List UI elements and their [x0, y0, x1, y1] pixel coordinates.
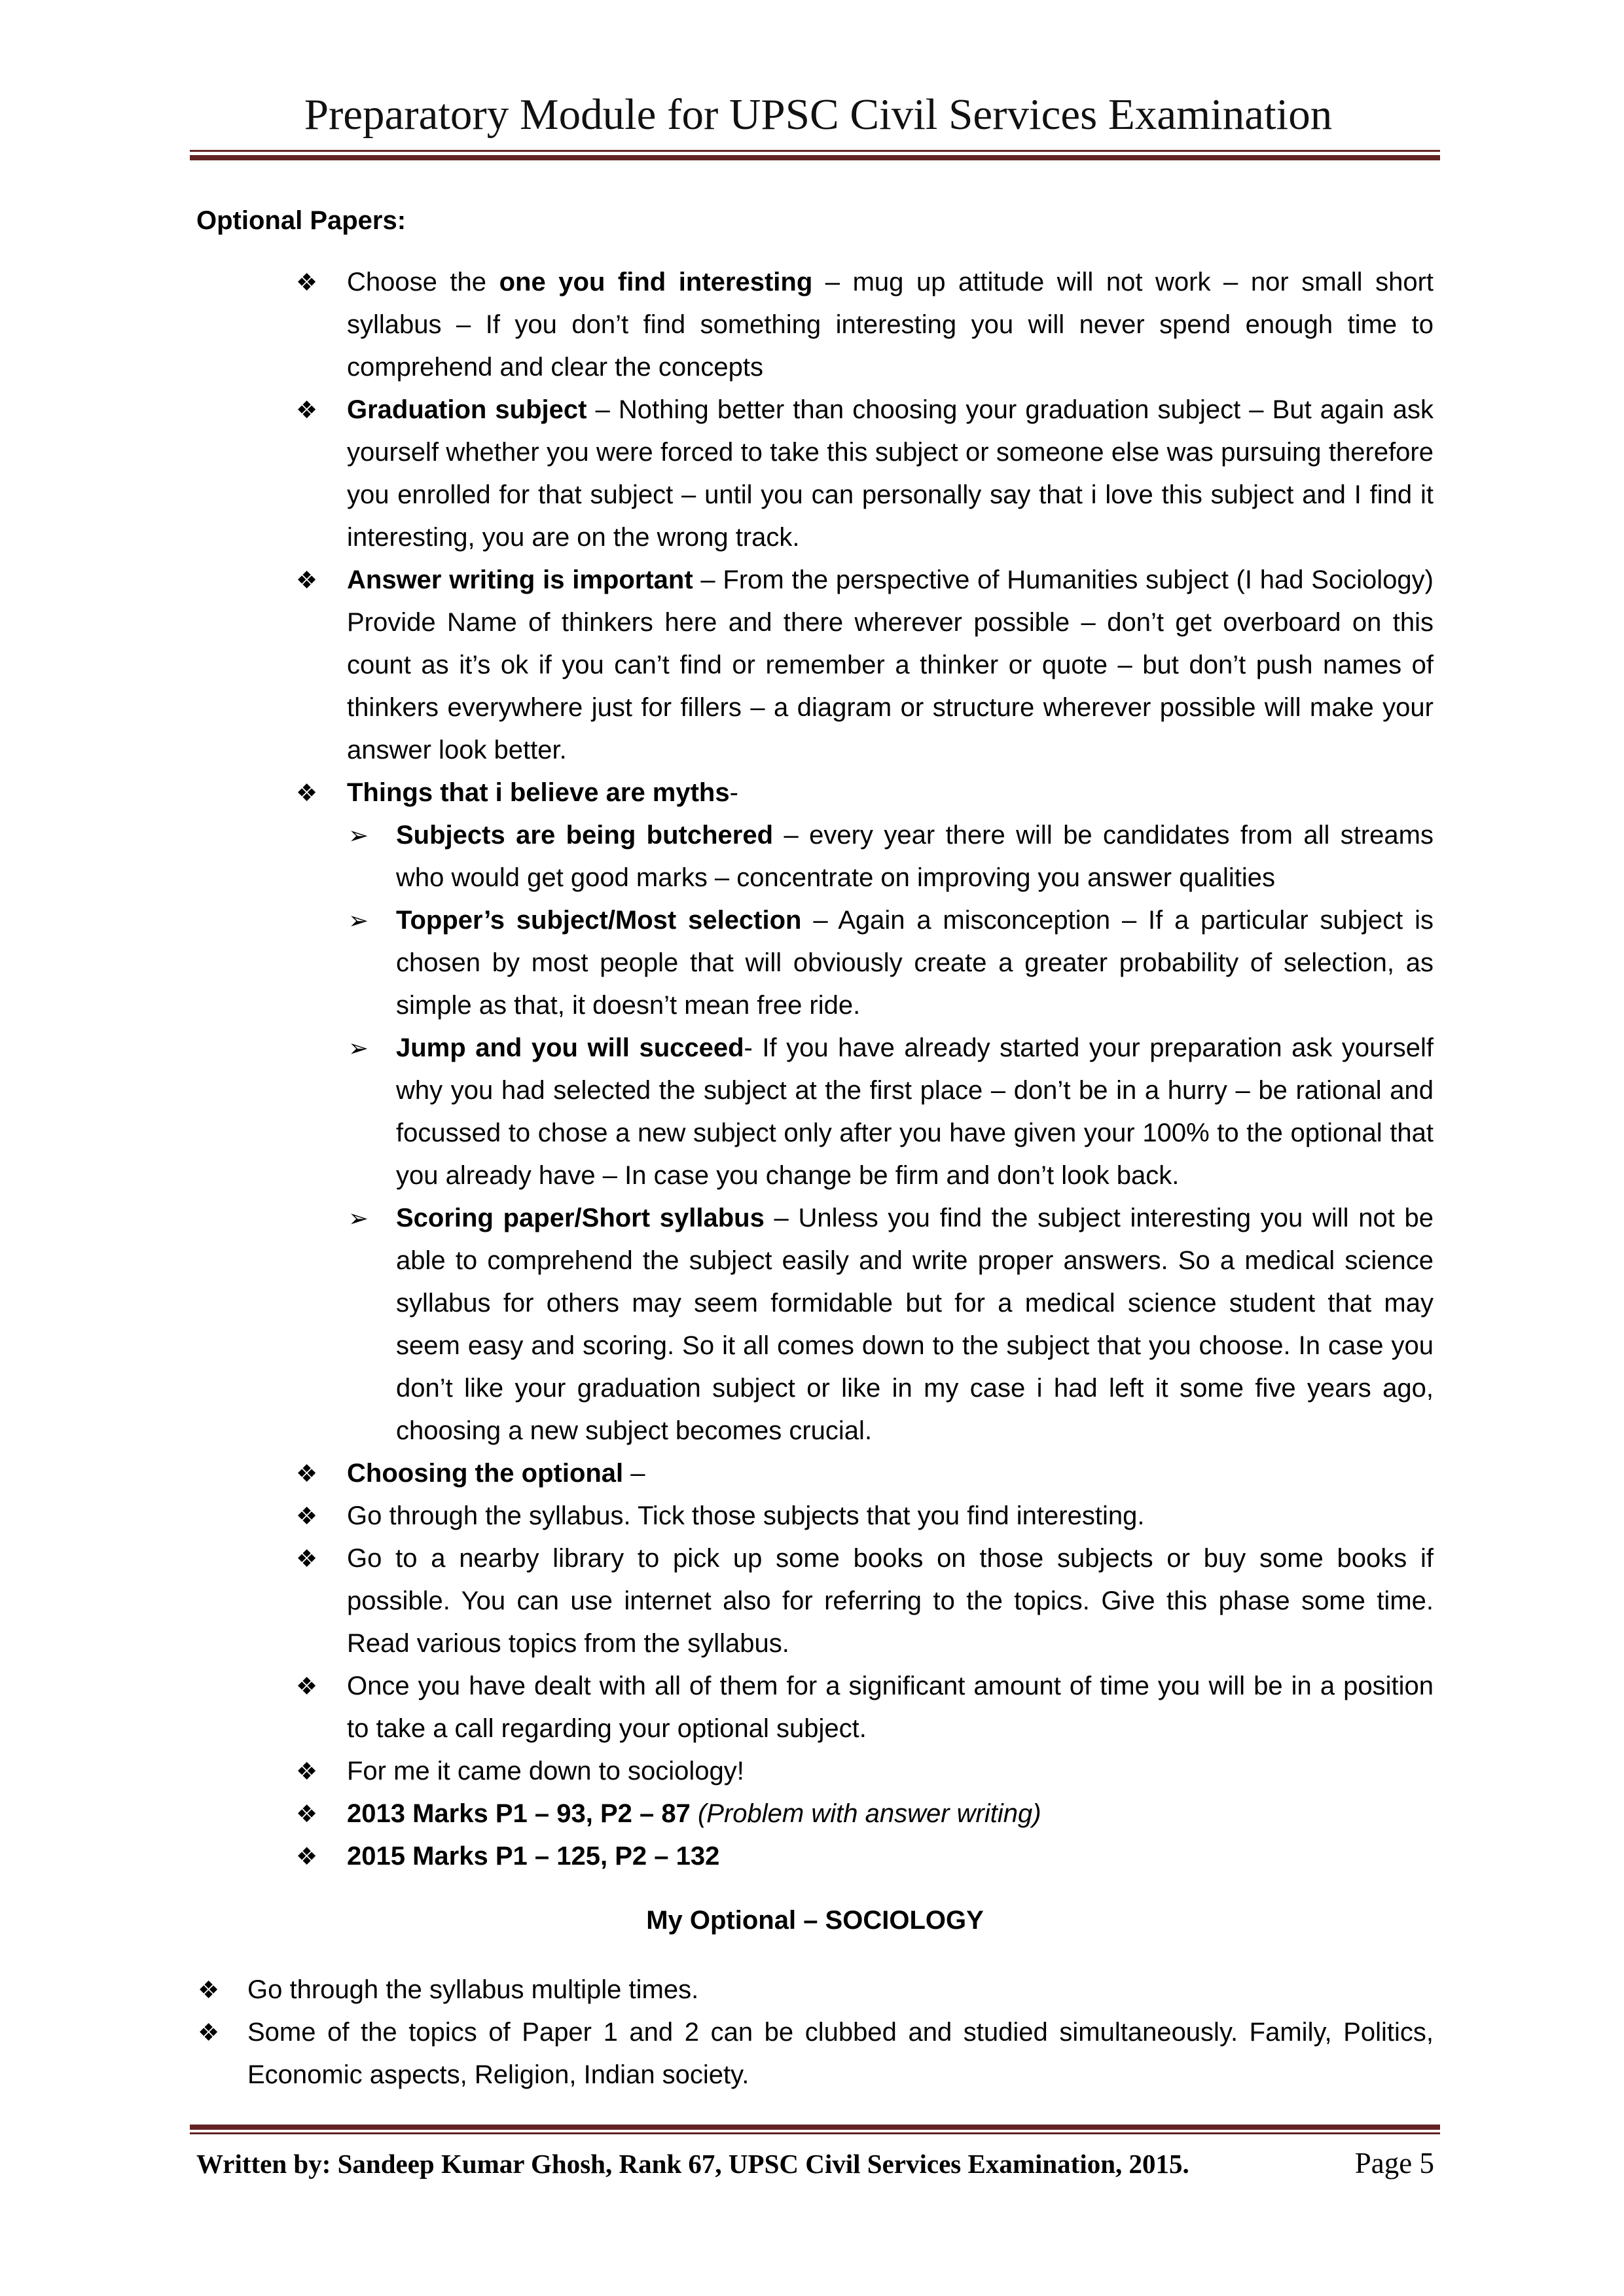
diamond-bullet-icon: ❖: [198, 1977, 220, 2003]
arrow-bullet-icon: ➢: [348, 1205, 369, 1232]
sub-list-item: ➢ Jump and you will succeed- If you have already started your preparation ask yourself why you had selected the subject at the first place – don’t be in a hurry – be rational and focussed to chose a new subject only after you have given your 100% to the optional that you already have – In case you change be firm and don’t look back.: [196, 1027, 1434, 1197]
sociology-heading: My Optional – SOCIOLOGY: [646, 1906, 984, 1935]
diamond-bullet-icon: ❖: [296, 1460, 318, 1487]
header-rule-thick: [190, 155, 1440, 160]
diamond-bullet-icon: ❖: [296, 567, 318, 594]
footer-author: Written by: Sandeep Kumar Ghosh, Rank 67, UPSC Civil Services Examination, 2015.: [196, 2149, 1189, 2179]
sub-list-item: ➢ Subjects are being butchered – every year there will be candidates from all streams who would get good marks – concentrate on improving you answer qualities: [196, 814, 1434, 899]
diamond-bullet-icon: ❖: [296, 780, 318, 806]
diamond-bullet-icon: ❖: [296, 1801, 318, 1827]
list-item: ❖ Graduation subject – Nothing better than choosing your graduation subject – But again ask yourself whether you were forced to take this subject or someone else was pursuing therefore you enrolled for that subject – until you can personally say that i love this subject and I find it interesting, you are on the wrong track.: [196, 389, 1434, 559]
diamond-bullet-icon: ❖: [296, 1503, 318, 1530]
arrow-bullet-icon: ➢: [348, 907, 369, 934]
page-body: [196, 200, 1434, 2096]
list-item: ❖ For me it came down to sociology!: [196, 1750, 1434, 1793]
header-rule-thin: [190, 150, 1440, 152]
list-item: ❖ Some of the topics of Paper 1 and 2 can be clubbed and studied simultaneously. Family, Politics, Economic aspects, Religion, Indian society.: [196, 2011, 1434, 2096]
list-item: ❖ Go through the syllabus. Tick those subjects that you find interesting.: [196, 1495, 1434, 1537]
diamond-bullet-icon: ❖: [296, 269, 318, 296]
list-item: ❖ 2013 Marks P1 – 93, P2 – 87 (Problem with answer writing): [196, 1793, 1434, 1835]
diamond-bullet-icon: ❖: [296, 1673, 318, 1700]
sub-list-item: ➢ Topper’s subject/Most selection – Again a misconception – If a particular subject is chosen by most people that will obviously create a greater probability of selection, as simple as that, it doesn’t mean free ride.: [196, 899, 1434, 1027]
sociology-list: [196, 1969, 1434, 2096]
list-item: ❖ Answer writing is important – From the perspective of Humanities subject (I had Sociology) Provide Name of thinkers here and there wherever possible – don’t get overboard on this count as it’s ok if you can’t find or remember a thinker or quote – but don’t push names of thinkers everywhere just for fillers – a diagram or structure wherever possible will make your answer look better.: [196, 559, 1434, 772]
list-item: ❖ Go through the syllabus multiple times.: [196, 1969, 1434, 2011]
list-item: ❖ Once you have dealt with all of them for a significant amount of time you will be in a position to take a call regarding your optional subject.: [196, 1665, 1434, 1750]
arrow-bullet-icon: ➢: [348, 1035, 369, 1062]
diamond-bullet-icon: ❖: [296, 1843, 318, 1870]
list-item: ❖ Choose the one you find interesting – mug up attitude will not work – nor small short syllabus – If you don’t find something interesting you will never spend enough time to comprehend and clear the concepts: [196, 261, 1434, 389]
section-title: Optional Papers:: [196, 206, 406, 235]
arrow-bullet-icon: ➢: [348, 822, 369, 849]
footer-rule-thick: [190, 2125, 1440, 2130]
list-item: ❖ Things that i believe are myths-: [196, 772, 1434, 814]
page-header-title: Preparatory Module for UPSC Civil Services Examination: [304, 90, 1333, 139]
list-item: ❖ Choosing the optional –: [196, 1452, 1434, 1495]
footer-rule-thin: [190, 2132, 1440, 2134]
optional-papers-list: [196, 261, 1434, 1878]
sub-list-item: ➢ Scoring paper/Short syllabus – Unless you find the subject interesting you will not be able to comprehend the subject easily and write proper answers. So a medical science syllabus for others may seem formidable but for a medical science student that may seem easy and scoring. So it all comes down to the subject that you choose. In case you don’t like your graduation subject or like in my case i had left it some five years ago, choosing a new subject becomes crucial.: [196, 1197, 1434, 1452]
list-item: ❖ 2015 Marks P1 – 125, P2 – 132: [196, 1835, 1434, 1878]
diamond-bullet-icon: ❖: [296, 1545, 318, 1572]
page-number: Page 5: [1354, 2147, 1434, 2179]
diamond-bullet-icon: ❖: [296, 397, 318, 423]
diamond-bullet-icon: ❖: [198, 2019, 220, 2046]
diamond-bullet-icon: ❖: [296, 1758, 318, 1785]
list-item: ❖ Go to a nearby library to pick up some books on those subjects or buy some books if possible. You can use internet also for referring to the topics. Give this phase some time. Read various topics from the syllabus.: [196, 1537, 1434, 1665]
